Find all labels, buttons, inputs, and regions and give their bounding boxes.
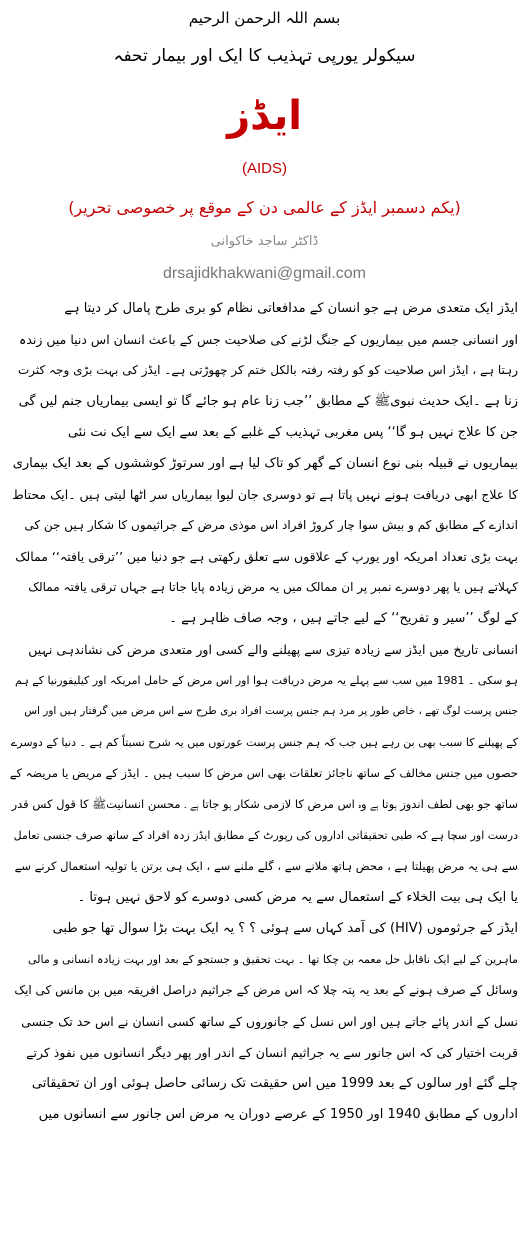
- body-line: کا علاج ابھی دریافت ہونے نہیں پاتا ہے تو دوسری جان لیوا بیماریاں سر اٹھا لیتی ہیں ۔ایک محتاط: [12, 487, 518, 502]
- body-line: بیماریوں نے قبیلہ بنی نوع انسان کے گھر کو تاک لیا ہے اور سرتوڑ کوششوں کے بعد ایک بیماری: [12, 456, 518, 471]
- body-line: جنس پرست لوگ تھے ، خاص طور پر مرد ہم جنس پرست افراد بری طرح سے اس مرض میں گرفتار ہیں اور اس: [24, 705, 518, 717]
- body-line: قربت اختیار کی کہ اس جانور سے یہ جراثیم انسان کے اندر اور پھر دیگر انسانوں میں نفوذ کرتے: [26, 1045, 518, 1060]
- body-line: یا ایک ہی بیت الخلاء کے استعمال سے یہ مرض کسی دوسرے کو لاحق نہیں ہوتا ۔: [77, 890, 518, 905]
- body-line: کے پھیلنے کا سبب بھی بن رہے ہیں جب کہ ہم جنس پرست عورتوں میں یہ شرح نسبتاً کم ہے ۔ دنیا کے دوسرے: [10, 736, 518, 749]
- body-line: جن کا علاج نہیں ہو گا‘‘ پس مغربی تہذیب کے غلبے کے بعد سے ایک سے ایک نت نئی: [67, 425, 518, 440]
- article-title-english: (AIDS): [242, 160, 287, 177]
- body-line: اور انسانی جسم میں بیماریوں کے جنگ لڑنے کی صلاحیت جس کے باعث انسان اس دنیا میں زندہ: [19, 332, 518, 347]
- body-line: ساتھ جو بھی لطف اندوز ہوتا ہے وہ اس مرض کا لازمی شکار ہو جاتا ہے ۔ محسن انسانیتﷺ کا قول کس قدر: [11, 797, 518, 811]
- body-line: زنا ہے ۔ایک حدیث نبویﷺ کے مطابق ’’جب زنا عام ہو جائے گا تو ایسی بیماریاں جنم لیں گی: [18, 394, 518, 409]
- article-body: [10, 293, 518, 1130]
- body-line: نسل کے اندر پائے جاتے ہیں اور اس نسل کے جانوروں کے ساتھ کسی انسان نے اس حد تک جنسی: [21, 1014, 518, 1029]
- body-line: ایڈز ایک متعدی مرض ہے جو انسان کے مدافعاتی نظام کو بری طرح پامال کر دیتا ہے: [64, 301, 518, 316]
- body-line: حصوں میں جنس مخالف کے ساتھ ناجائز تعلقات بھی اس مرض کا سبب ہیں ۔ ایڈز کے مریض یا مریضہ کے: [10, 766, 518, 780]
- body-line: ماہرین کے لیے ایک ناقابل حل معمہ بن چکا تھا ۔ بہت تحقیق و جستجو کے بعد اور بہت زیادہ انسانی و مالی: [27, 953, 518, 966]
- body-line: ہو سکی ۔ 1981 میں سب سے پہلے یہ مرض دریافت ہوا اور اس مرض کے حامل امریکہ اور کیلیفورنیا کے ہم: [15, 674, 518, 687]
- body-line: ایڈز کے جرثوموں (HIV) کی آمد کہاں سے ہوئی ؟ ؟ یہ ایک بہت بڑا سوال تھا جو طبی: [52, 921, 518, 936]
- article-title: ایڈز: [227, 93, 302, 139]
- body-line: کہلاتے ہیں یا پھر دوسرے نمبر پر ان ممالک میں یہ مرض زیادہ پایا جاتا ہے جہاں ترقی یافتہ ممالک: [28, 580, 518, 594]
- bismillah-heading: بسم اللہ الرحمن الرحیم: [188, 9, 341, 27]
- body-line: درست اور سچا ہے کہ طبی تحقیقاتی اداروں کی رپورٹ کے مطابق ایڈز زدہ افراد کے ساتھ صرف جنسی تعامل: [13, 829, 518, 842]
- author-email: drsajidkhakwani@gmail.com: [163, 265, 366, 282]
- body-line: چلے گئے اور سالوں کے بعد 1999 میں اس حقیقت تک رسائی حاصل ہوئی اور ان تحقیقاتی: [31, 1076, 518, 1091]
- body-line: اندازے کے مطابق کم و بیش سوا چار کروڑ افراد اس موذی مرض کے جراثیموں کا شکار ہیں جن کی: [24, 518, 518, 532]
- article-occasion-note: (یکم دسمبر ایڈز کے عالمی دن کے موقع پر خصوصی تحریر): [68, 198, 461, 217]
- body-line: کے لوگ ’’سیر و تفریح‘‘ کے لیے جاتے ہیں ، وجہ صاف ظاہر ہے ۔: [169, 611, 518, 626]
- body-line: بہت بڑی تعداد امریکہ اور یورپ کے علاقوں سے تعلق رکھتی ہے جو دنیا میں ’’ترقی یافتہ‘‘ ممالک: [15, 549, 518, 564]
- article-subtitle: سیکولر یورپی تہذیب کا ایک اور بیمار تحفہ: [113, 46, 416, 66]
- author-name: ڈاکٹر ساجد خاکوانی: [210, 234, 319, 249]
- body-line: وسائل کے صرف ہونے کے بعد یہ پتہ چلا کہ اس مرض کے جراثیم دراصل افریقہ میں بن مانس کی ایک: [14, 983, 518, 997]
- body-line: سے ہی یہ مرض پھیلتا ہے ، محض ہاتھ ملانے سے ، گلے ملنے سے ، ایک ہی برتن یا تولیہ استعمال کرنے سے: [14, 859, 518, 873]
- body-line: انسانی تاریخ میں ایڈز سے زیادہ تیزی سے پھیلنے والے کسی اور متعدی مرض کی نشاندہی نہیں: [28, 642, 518, 657]
- body-line: اداروں کے مطابق 1940 اور 1950 کے عرصے دوران یہ مرض اس جانور سے انسانوں میں: [38, 1107, 518, 1122]
- body-line: رہتا ہے ، ایڈز اس صلاحیت کو کو رفتہ رفتہ بالکل ختم کر چھوڑتی ہے۔ ایڈز کی بہت بڑی وجہ کثرت: [17, 363, 518, 377]
